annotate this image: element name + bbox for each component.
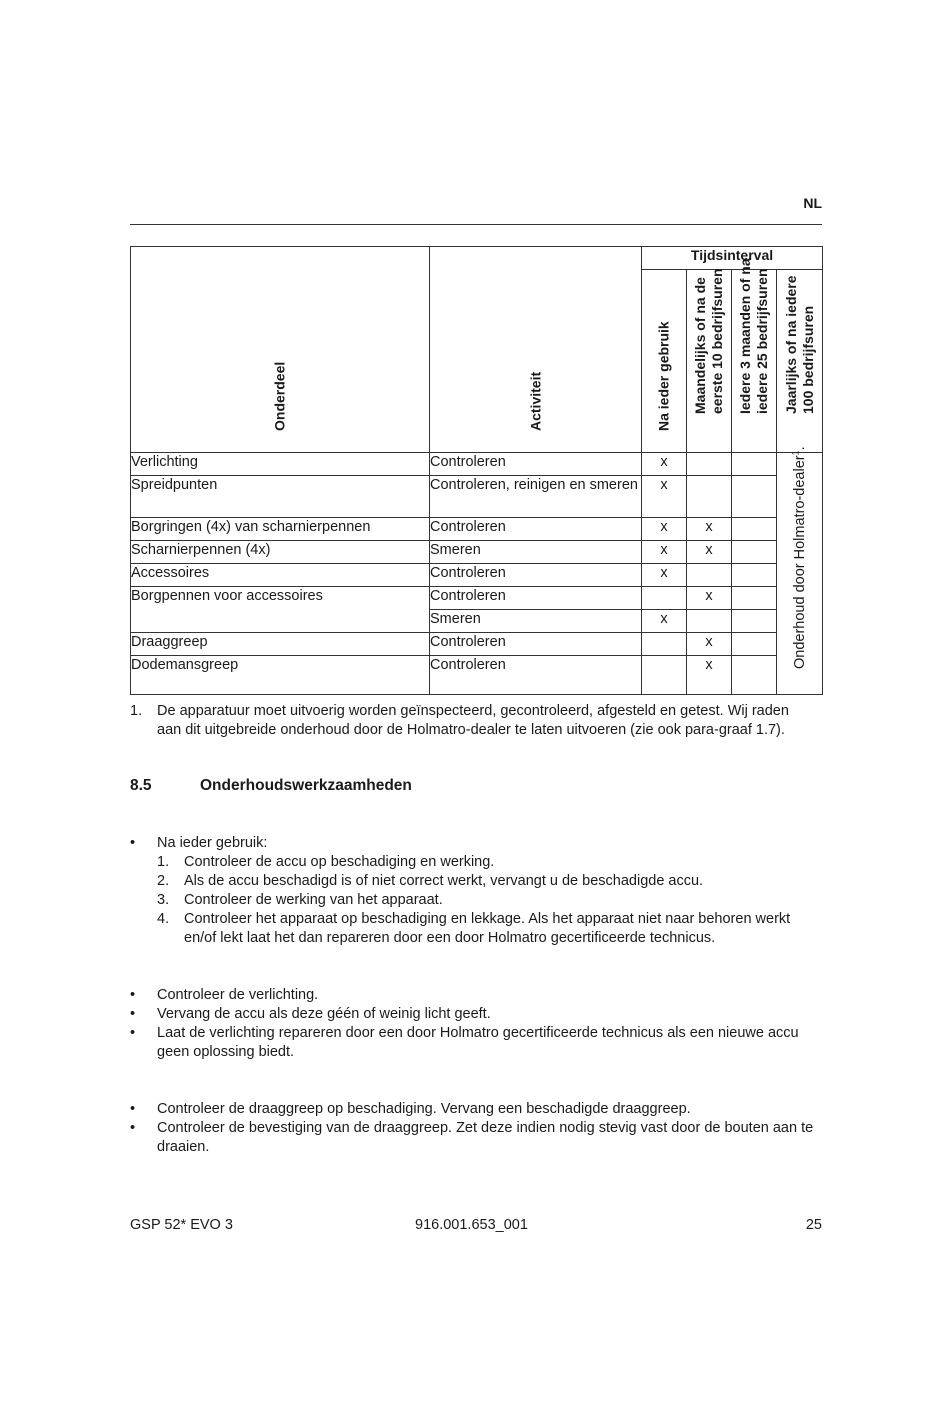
cell-activity: Controleren <box>430 587 642 610</box>
cell-check: x <box>642 541 687 564</box>
cell-check <box>732 587 777 610</box>
cell-activity: Controleren <box>430 633 642 656</box>
list-item-text: Laat de verlichting repareren door een door Holmatro gecertificeerde technicus als een nieuwe accu geen oplossing biedt. <box>157 1025 799 1060</box>
interval-label-line: iedere 25 bedrijfsuren <box>754 268 770 415</box>
cell-activity: Controleren, reinigen en smeren <box>430 476 642 518</box>
step-number: 1. <box>157 854 170 870</box>
list-item <box>130 1005 822 1024</box>
interval-label-line: Na ieder gebruik <box>655 321 672 432</box>
language-code: NL <box>803 195 822 211</box>
list-item-text: Controleer de verlichting. <box>157 987 319 1003</box>
footer-model: GSP 52* EVO 3 <box>130 1217 233 1233</box>
cell-check <box>642 633 687 656</box>
after-use-list <box>130 834 822 948</box>
cell-check <box>732 610 777 633</box>
cell-check: x <box>642 610 687 633</box>
cell-check <box>732 453 777 476</box>
step-text: Controleer het apparaat op beschadiging en lekkage. Als het apparaat niet naar behoren werkt en/of lekt laat het dan repareren door een door Holmatro gecertificeerde technicus. <box>184 911 791 946</box>
dealer-note-cell <box>777 446 823 695</box>
table-row <box>131 453 823 476</box>
bullet: • <box>130 987 136 1003</box>
bullet: • <box>130 1025 136 1041</box>
cell-check: x <box>687 633 732 656</box>
cell-activity: Smeren <box>430 541 642 564</box>
cell-part: Accessoires <box>131 564 430 587</box>
bullet: • <box>130 1120 136 1136</box>
step-text: Controleer de accu op beschadiging en werking. <box>184 854 495 870</box>
list-item <box>130 891 822 910</box>
cell-check <box>732 476 777 518</box>
step-number: 2. <box>157 873 170 889</box>
lighting-list <box>130 986 822 1062</box>
header-rule <box>130 224 822 225</box>
bullet: • <box>130 1006 136 1022</box>
cell-check <box>732 518 777 541</box>
dealer-note-text: Onderhoud door Holmatro-dealer <box>791 455 808 669</box>
table-row <box>131 587 823 610</box>
dealer-note <box>790 446 809 669</box>
table-row <box>131 518 823 541</box>
dealer-note-end: . <box>791 446 808 451</box>
cell-part: Draaggreep <box>131 633 430 656</box>
step-number: 4. <box>157 911 170 927</box>
header-interval-each-use <box>642 270 687 453</box>
header-interval-group: Tijdsinterval <box>642 247 823 270</box>
table-footnote <box>130 702 822 740</box>
cell-check: x <box>687 518 732 541</box>
cell-check <box>687 564 732 587</box>
cell-check <box>732 633 777 656</box>
cell-activity: Smeren <box>430 610 642 633</box>
list-item <box>130 1100 822 1119</box>
bullet: • <box>130 835 136 851</box>
cell-check: x <box>687 656 732 695</box>
cell-activity: Controleren <box>430 564 642 587</box>
footnote-number: 1. <box>130 703 143 719</box>
table-row <box>131 656 823 695</box>
header-part-label: Onderdeel <box>271 361 288 432</box>
cell-part: Borgpennen voor accessoires <box>131 587 430 633</box>
cell-part: Borgringen (4x) van scharnierpennen <box>131 518 430 541</box>
bullet: • <box>130 1101 136 1117</box>
step-number: 3. <box>157 892 170 908</box>
cell-check: x <box>642 476 687 518</box>
dealer-note-footnote-ref: 1 <box>789 450 800 456</box>
cell-part: Dodemansgreep <box>131 656 430 695</box>
list-item-text: Vervang de accu als deze géén of weinig licht geeft. <box>157 1006 491 1022</box>
handle-list <box>130 1100 822 1157</box>
cell-part: Scharnierpennen (4x) <box>131 541 430 564</box>
cell-check: x <box>687 587 732 610</box>
list-item <box>130 910 822 948</box>
interval-label-line: Maandelijks of na de <box>692 277 709 415</box>
footer-page-number: 25 <box>805 1217 822 1233</box>
header-interval-quarterly <box>732 258 777 453</box>
section-heading <box>130 777 412 795</box>
cell-check <box>687 453 732 476</box>
list-item <box>130 853 822 872</box>
section-number: 8.5 <box>130 777 152 794</box>
list-item-text: Controleer de draaggreep op beschadiging. Vervang een beschadigde draaggreep. <box>157 1101 691 1117</box>
interval-label-line: 100 bedrijfsuren <box>799 306 816 415</box>
cell-check <box>732 564 777 587</box>
table-row <box>131 633 823 656</box>
cell-check: x <box>687 541 732 564</box>
header-activity-label: Activiteit <box>527 372 544 432</box>
cell-part: Verlichting <box>131 453 430 476</box>
cell-check <box>687 476 732 518</box>
cell-check <box>732 541 777 564</box>
list-item <box>130 1119 822 1157</box>
cell-check: x <box>642 518 687 541</box>
footnote-text: De apparatuur moet uitvoerig worden geïnspecteerd, gecontroleerd, afgesteld en getest. Wij raden aan dit uitgebreide onderhoud door de Holmatro-dealer te laten uitvoeren (zie ook para-graaf 1.7). <box>157 703 789 738</box>
header-activity <box>430 247 642 453</box>
header-part <box>131 247 430 453</box>
header-interval-monthly <box>687 270 732 453</box>
table-row <box>131 541 823 564</box>
footer-doc-number: 916.001.653_001 <box>415 1217 528 1233</box>
cell-check <box>732 656 777 695</box>
cell-check: x <box>642 564 687 587</box>
list-item-text: Controleer de bevestiging van de draaggreep. Zet deze indien nodig stevig vast door de bouten aan te draaien. <box>157 1120 814 1155</box>
cell-activity: Controleren <box>430 518 642 541</box>
interval-label-line: Jaarlijks of na iedere <box>782 275 799 415</box>
cell-check <box>642 587 687 610</box>
header-interval-yearly <box>777 270 823 456</box>
step-text: Als de accu beschadigd is of niet correct werkt, vervangt u de beschadigde accu. <box>184 873 704 889</box>
cell-activity: Controleren <box>430 453 642 476</box>
step-text: Controleer de werking van het apparaat. <box>184 892 443 908</box>
cell-check: x <box>642 453 687 476</box>
list-item-text: Na ieder gebruik: <box>157 835 268 851</box>
cell-check <box>687 610 732 633</box>
list-item <box>130 834 822 853</box>
maintenance-table <box>130 246 823 695</box>
interval-label-line: Iedere 3 maanden of na <box>737 258 754 415</box>
cell-check <box>642 656 687 695</box>
cell-activity: Controleren <box>430 656 642 695</box>
interval-label-line: eerste 10 bedrijfsuren <box>709 268 725 415</box>
table-row <box>131 476 823 518</box>
cell-part: Spreidpunten <box>131 476 430 518</box>
list-item <box>130 986 822 1005</box>
section-title: Onderhoudswerkzaamheden <box>200 777 412 794</box>
list-item <box>130 872 822 891</box>
list-item <box>130 1024 822 1062</box>
table-row <box>131 564 823 587</box>
